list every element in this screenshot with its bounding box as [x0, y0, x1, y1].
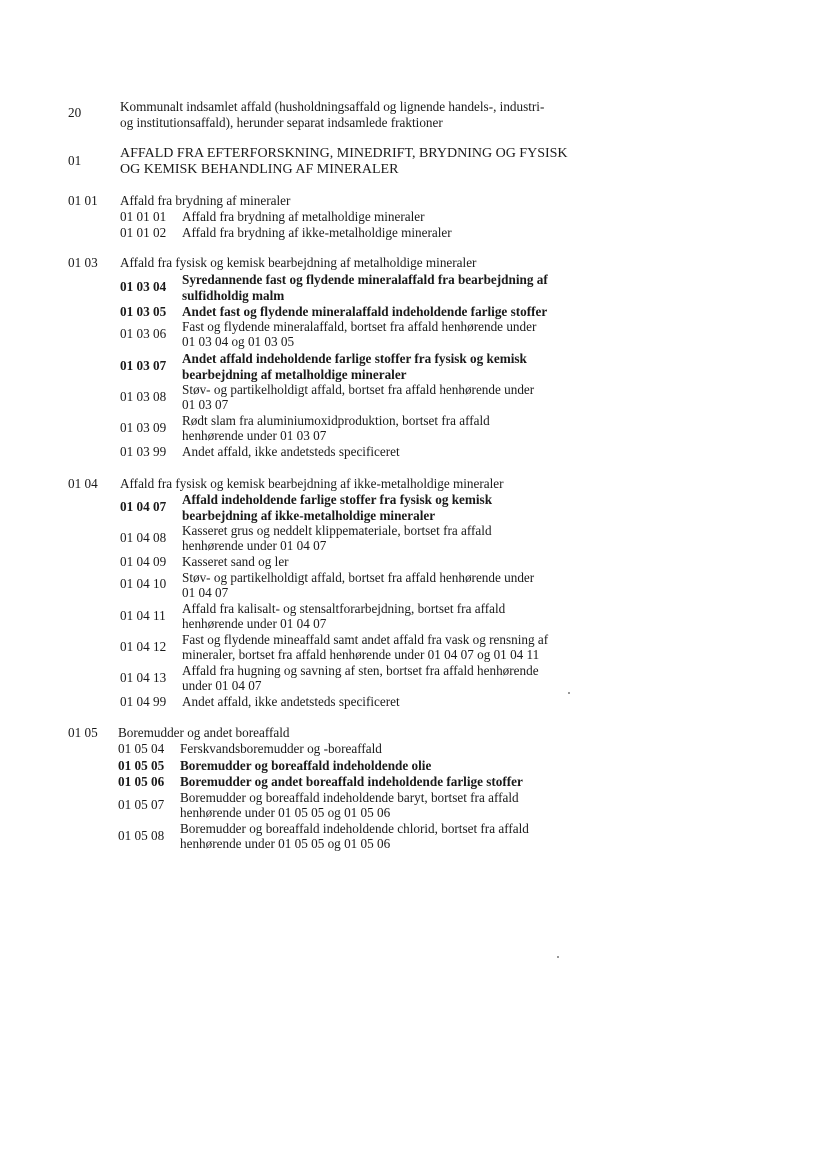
- waste-description: Andet affald, ikke andetsteds specificeret: [182, 444, 400, 459]
- hazardous-waste-code: 01 05 05: [118, 758, 165, 773]
- waste-code: 01 05 04: [118, 741, 165, 756]
- group-code: 01 03: [68, 255, 98, 270]
- section-code-01: 01: [68, 153, 82, 168]
- section-code-20: 20: [68, 105, 82, 120]
- hazardous-waste-code: 01 04 07: [120, 499, 167, 514]
- group-title: Affald fra fysisk og kemisk bearbejdning af metalholdige mineraler: [120, 255, 477, 270]
- hazardous-waste-description: Boremudder og boreaffald indeholdende olie: [180, 758, 432, 773]
- waste-description: Affald fra hugning og savning af sten, bortset fra affald henhørende: [182, 663, 539, 678]
- group-code: 01 04: [68, 476, 98, 491]
- waste-description-cont: henhørende under 01 03 07: [182, 428, 327, 443]
- waste-description: Boremudder og boreaffald indeholdende chlorid, bortset fra affald: [180, 821, 529, 836]
- scan-speck: [568, 692, 570, 694]
- waste-code: 01 03 99: [120, 444, 167, 459]
- waste-description: Affald fra kalisalt- og stensaltforarbejdning, bortset fra affald: [182, 601, 506, 616]
- waste-code: 01 05 07: [118, 797, 165, 812]
- hazardous-waste-code: 01 03 05: [120, 304, 167, 319]
- waste-code: 01 04 99: [120, 694, 167, 709]
- group-title: Affald fra brydning af mineraler: [120, 193, 291, 208]
- group-title: Boremudder og andet boreaffald: [118, 725, 290, 740]
- waste-description: Affald fra brydning af ikke-metalholdige mineraler: [182, 225, 452, 240]
- hazardous-waste-description: Affald indeholdende farlige stoffer fra fysisk og kemisk: [182, 492, 493, 507]
- waste-code: 01 04 12: [120, 639, 167, 654]
- waste-code: 01 04 13: [120, 670, 167, 685]
- hazardous-waste-description: Andet fast og flydende mineralaffald indeholdende farlige stoffer: [182, 304, 548, 319]
- waste-description-cont: under 01 04 07: [182, 678, 262, 693]
- waste-description: Støv- og partikelholdigt affald, bortset fra affald henhørende under: [182, 570, 535, 585]
- section-title-line-2: og institutionsaffald), herunder separat indsamlede fraktioner: [120, 115, 443, 130]
- hazardous-waste-description: Andet affald indeholdende farlige stoffer fra fysisk og kemisk: [182, 351, 527, 366]
- group-code: 01 01: [68, 193, 98, 208]
- waste-code: 01 04 11: [120, 608, 166, 623]
- waste-description-cont: henhørende under 01 04 07: [182, 538, 327, 553]
- waste-code: 01 04 09: [120, 554, 167, 569]
- waste-description: Affald fra brydning af metalholdige mineraler: [182, 209, 425, 224]
- waste-code: 01 01 01: [120, 209, 167, 224]
- waste-description: Kasseret sand og ler: [182, 554, 289, 569]
- hazardous-waste-description: Boremudder og andet boreaffald indeholdende farlige stoffer: [180, 774, 523, 789]
- hazardous-waste-description: Syredannende fast og flydende mineralaffald fra bearbejdning af: [182, 272, 548, 287]
- waste-description-cont: 01 03 07: [182, 397, 229, 412]
- waste-description-cont: henhørende under 01 04 07: [182, 616, 327, 631]
- waste-description: Boremudder og boreaffald indeholdende baryt, bortset fra affald: [180, 790, 519, 805]
- hazardous-waste-code: 01 05 06: [118, 774, 165, 789]
- scan-speck: [557, 956, 559, 958]
- waste-code: 01 04 10: [120, 576, 167, 591]
- chapter-title-line-2: OG KEMISK BEHANDLING AF MINERALER: [120, 162, 399, 177]
- waste-description: Rødt slam fra aluminiumoxidproduktion, bortset fra affald: [182, 413, 490, 428]
- group-title: Affald fra fysisk og kemisk bearbejdning af ikke-metalholdige mineraler: [120, 476, 504, 491]
- hazardous-waste-code: 01 03 04: [120, 279, 167, 294]
- hazardous-waste-code: 01 03 07: [120, 358, 167, 373]
- waste-description-cont: 01 03 04 og 01 03 05: [182, 334, 295, 349]
- waste-description-cont: henhørende under 01 05 05 og 01 05 06: [180, 836, 391, 851]
- waste-code: 01 05 08: [118, 828, 165, 843]
- waste-code: 01 03 06: [120, 326, 167, 341]
- waste-code: 01 04 08: [120, 530, 167, 545]
- hazardous-waste-description-cont: bearbejdning af metalholdige mineraler: [182, 367, 407, 382]
- waste-code: 01 01 02: [120, 225, 167, 240]
- waste-description: Støv- og partikelholdigt affald, bortset fra affald henhørende under: [182, 382, 535, 397]
- waste-code: 01 03 08: [120, 389, 167, 404]
- waste-description-cont: 01 04 07: [182, 585, 229, 600]
- waste-description-cont: mineraler, bortset fra affald henhørende under 01 04 07 og 01 04 11: [182, 647, 540, 662]
- hazardous-waste-description-cont: bearbejdning af ikke-metalholdige mineraler: [182, 508, 436, 523]
- waste-code: 01 03 09: [120, 420, 167, 435]
- waste-description: Fast og flydende mineralaffald, bortset fra affald henhørende under: [182, 319, 537, 334]
- chapter-title-line-1: AFFALD FRA EFTERFORSKNING, MINEDRIFT, BRYDNING OG FYSISK: [120, 146, 568, 161]
- group-code: 01 05: [68, 725, 98, 740]
- waste-description: Andet affald, ikke andetsteds specificeret: [182, 694, 400, 709]
- section-title-line-1: Kommunalt indsamlet affald (husholdningsaffald og lignende handels-, industri-: [120, 99, 545, 114]
- waste-description-cont: henhørende under 01 05 05 og 01 05 06: [180, 805, 391, 820]
- waste-description: Kasseret grus og neddelt klippemateriale, bortset fra affald: [182, 523, 492, 538]
- hazardous-waste-description-cont: sulfidholdig malm: [182, 288, 285, 303]
- waste-description: Ferskvandsboremudder og -boreaffald: [180, 741, 382, 756]
- waste-description: Fast og flydende mineaffald samt andet affald fra vask og rensning af: [182, 632, 549, 647]
